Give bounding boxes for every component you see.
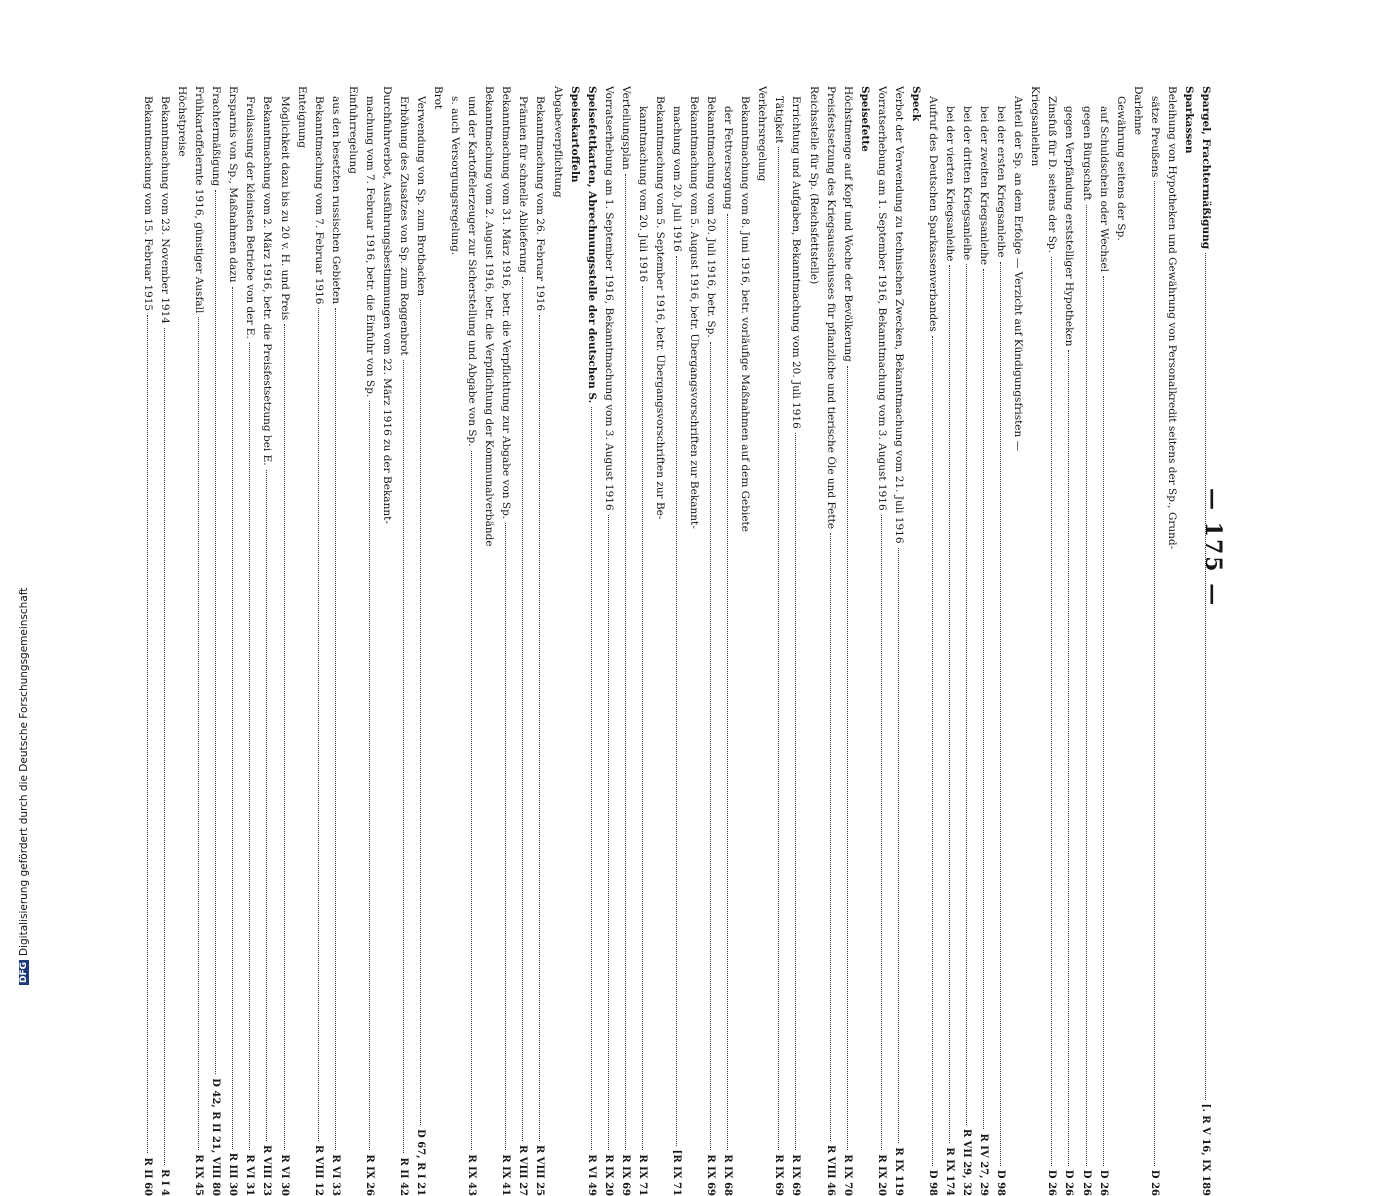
entry-text: Spargel, Frachtermäßigung xyxy=(1200,86,1212,250)
index-line xyxy=(721,86,734,1196)
entry-text: Höchstpreise xyxy=(176,86,189,157)
entry-text: Verbot der Verwendung zu technischen Zwecken, Bekanntmachung vom 21. Juli 1916 xyxy=(892,86,905,544)
entry-text: Brot xyxy=(432,86,445,110)
index-line xyxy=(654,86,666,1196)
index-line xyxy=(688,86,700,1196)
index-line xyxy=(585,86,598,1196)
dot-leader xyxy=(249,343,250,1151)
entry-text: sätze Preußens xyxy=(1148,86,1161,178)
index-line xyxy=(226,86,239,1196)
dot-leader xyxy=(898,548,899,1144)
entry-text: bei der zweiten Kriegsanleihe xyxy=(978,86,991,266)
index-line xyxy=(841,86,854,1196)
entry-text: Bekanntmachung vom 2. August 1916, betr. die Verpflichtung der Kommunalverbände xyxy=(483,86,496,547)
dot-leader xyxy=(539,315,540,1141)
entry-reference: R IX 70 xyxy=(841,1154,853,1196)
dot-leader xyxy=(335,308,336,1150)
dot-leader xyxy=(710,342,711,1151)
index-line xyxy=(994,86,1007,1196)
entry-text: Bekanntmachung vom 2. März 1916, betr. die Preisfestsetzung bei E. xyxy=(261,86,274,466)
entry-text: Speisefettkarten, Abrechnungsstelle der deutschen S. xyxy=(585,86,598,404)
entry-text: Ersparnis von Sp., Maßnahmen dazu xyxy=(227,86,240,283)
index-line xyxy=(296,86,308,1196)
entry-reference: R VI 31 xyxy=(244,1154,256,1196)
entry-reference: R IX 43 xyxy=(466,1154,478,1196)
entry-text: Einfuhrregelung xyxy=(346,86,359,174)
entry-text: Abgabeverpflichtung xyxy=(551,86,564,198)
index-line xyxy=(329,86,342,1196)
index-line xyxy=(1115,86,1127,1196)
entry-text: Vorratserhebung am 1. September 1916, Bekanntmachung vom 3. August 1916 xyxy=(602,86,615,511)
entry-reference: R IX 69 xyxy=(773,1154,785,1196)
entry-text: Verkehrsregelung xyxy=(756,86,769,182)
entry-reference: D 67, R I 21 xyxy=(415,1129,427,1196)
entry-text: Bekanntmachung vom 23. November 1914 xyxy=(159,86,172,324)
entry-text: Gewährung seitens der Sp. xyxy=(1114,86,1127,241)
dot-leader xyxy=(266,470,267,1141)
page-number: — 175 — xyxy=(1200,488,1226,608)
index-line xyxy=(926,86,939,1196)
index-line xyxy=(1199,86,1212,1196)
index-line xyxy=(552,86,564,1196)
index-line xyxy=(483,86,495,1196)
index-line xyxy=(875,86,888,1196)
dot-leader xyxy=(147,315,148,1153)
dot-leader xyxy=(625,174,626,1151)
dot-leader xyxy=(881,515,882,1151)
entry-text: gegen Bürgschaft xyxy=(1080,86,1093,201)
index-line xyxy=(859,86,871,1196)
index-line xyxy=(141,86,154,1196)
index-line xyxy=(260,86,273,1196)
entry-text: Frachtermäßigung xyxy=(210,86,223,187)
index-line xyxy=(381,86,393,1196)
index-line xyxy=(432,86,444,1196)
dot-leader xyxy=(215,190,216,1074)
entry-text: Verwendung von Sp. zum Brotbacken xyxy=(415,86,428,297)
index-line xyxy=(397,86,410,1196)
index-line xyxy=(499,86,512,1196)
entry-text: Möglichkeit dazu bis zu 20 v. H. und Preis xyxy=(278,86,291,321)
entry-text: Aufruf des Deutschen Sparkassenverbandes xyxy=(926,86,939,332)
index-line xyxy=(1132,86,1144,1196)
entry-reference: R VI 49 xyxy=(585,1154,597,1196)
entry-text: Beleihung von Hypotheken und Gewährung von Personalkredit seitens der Sp., Grund- xyxy=(1165,86,1178,550)
entry-text: Reichsstelle für Sp. (Reichsfettstelle) xyxy=(807,86,820,285)
entry-reference: R IX 68 xyxy=(722,1154,734,1196)
entry-text: Verteilungsplan xyxy=(619,86,632,170)
entry-text: bei der dritten Kriegsanleihe xyxy=(961,86,974,261)
entry-reference: R II 42 xyxy=(397,1157,409,1196)
entry-text: machung vom 20. Juli 1916 xyxy=(671,86,683,252)
dot-leader xyxy=(198,317,199,1150)
dot-leader xyxy=(232,287,233,1149)
entry-reference: [. R V 16, IX 189 xyxy=(1200,1103,1211,1196)
index-line xyxy=(789,86,802,1196)
entry-text: Bekanntmachung vom 20. Juli 1916, betr. Sp. xyxy=(705,86,718,338)
index-line xyxy=(943,86,956,1196)
entry-text: Freilassung der kleinsten Betriebe von der E. xyxy=(244,86,257,339)
index-line xyxy=(772,86,785,1196)
index-line xyxy=(1012,86,1024,1196)
entry-text: Enteignung xyxy=(295,86,308,148)
entry-reference: D 26 xyxy=(1148,1169,1160,1196)
entry-text: Darlehne xyxy=(1131,86,1144,136)
entry-reference: R VIII 12 xyxy=(312,1145,324,1196)
dot-leader xyxy=(1000,262,1001,1166)
entry-text: Kriegsanleihen xyxy=(1029,86,1042,167)
entry-reference: R III 30 xyxy=(227,1152,239,1196)
entry-text: Speck xyxy=(909,86,922,122)
entry-text: Speisekartoffeln xyxy=(568,86,581,183)
entry-reference: D 26 xyxy=(1080,1169,1092,1196)
index-line xyxy=(636,86,649,1196)
dot-leader xyxy=(830,533,831,1141)
entry-reference: R VIII 27 xyxy=(517,1145,529,1196)
index-line xyxy=(1080,86,1093,1196)
entry-text: s. auch Versorgungsregelung. xyxy=(449,86,462,256)
entry-text: Speisefette xyxy=(858,86,871,152)
entry-text: aus den besetzten russischen Gebieten xyxy=(329,86,342,304)
index-line xyxy=(739,86,751,1196)
entry-text: Bekanntmachung vom 31. März 1916, betr. die Verpflichtung zur Abgabe von Sp. xyxy=(500,86,513,520)
index-line xyxy=(824,86,837,1196)
entry-text: Bekanntmachung vom 5. September 1916, betr. Übergangsvorschriften zur Be- xyxy=(653,86,666,520)
dot-leader xyxy=(284,324,285,1150)
dot-leader xyxy=(1205,253,1206,1099)
entry-reference: D 98 xyxy=(995,1169,1007,1196)
entry-reference: D 42, R II 21, VIII 80 xyxy=(210,1078,222,1196)
index-line xyxy=(1029,86,1041,1196)
entry-text: der Fettversorgung xyxy=(722,86,735,210)
dot-leader xyxy=(1154,181,1155,1166)
index-line xyxy=(670,86,683,1196)
entry-reference: R IX 20 xyxy=(875,1154,887,1196)
index-line xyxy=(414,86,427,1196)
index-line xyxy=(516,86,529,1196)
entry-text: Tätigkeit xyxy=(773,86,786,144)
entry-text: auf Schuldschein oder Wechsel xyxy=(1097,86,1110,273)
index-line xyxy=(892,86,905,1196)
dot-leader xyxy=(932,336,933,1166)
dot-leader xyxy=(949,265,950,1143)
index-line xyxy=(363,86,376,1196)
index-line xyxy=(465,86,478,1196)
dot-leader xyxy=(471,451,472,1151)
entry-reference: R VIII 46 xyxy=(824,1145,836,1196)
entry-text: Errichtung und Aufgaben, Bekanntmachung vom 20. Juli 1916 xyxy=(790,86,803,429)
index-line xyxy=(756,86,768,1196)
dot-leader xyxy=(847,366,848,1150)
entry-reference: D 98 xyxy=(926,1169,938,1196)
entry-text: bei der vierten Kriegsanleihe xyxy=(944,86,957,262)
dot-leader xyxy=(983,269,984,1129)
index-line xyxy=(977,86,990,1196)
entry-text: Bekanntmachung vom 26. Februar 1916 xyxy=(534,86,547,312)
entry-text: Höchstmenge auf Kopf und Woche der Bevölkerung xyxy=(841,86,854,362)
entry-reference: D 26 xyxy=(1097,1169,1109,1196)
dot-leader xyxy=(1103,276,1104,1166)
dot-leader xyxy=(505,523,506,1150)
dot-leader xyxy=(642,286,643,1150)
entry-reference: R II 60 xyxy=(142,1157,153,1196)
dfg-logo: DFG xyxy=(19,961,29,983)
entry-text: Prämien für schnelle Ablieferung xyxy=(517,86,530,273)
entry-reference: R IX 174 xyxy=(944,1147,956,1196)
dot-leader xyxy=(318,308,319,1141)
index-line xyxy=(243,86,256,1196)
entry-text: Sparkassen xyxy=(1182,86,1195,154)
index-line xyxy=(347,86,359,1196)
entry-text: Bekanntmachung vom 8. Juni 1916, betr. vorläufige Maßnahmen auf dem Gebiete xyxy=(739,86,752,532)
footer-text: Digitalisierung gefördert durch die Deutsche Forschungsgemeinschaft xyxy=(18,587,30,956)
digitization-footer xyxy=(18,5,30,985)
index-line xyxy=(704,86,717,1196)
entry-reference: [R IX 71 xyxy=(671,1149,682,1196)
entry-reference: R VIII 25 xyxy=(534,1145,546,1196)
dot-leader xyxy=(403,360,404,1154)
dot-leader xyxy=(1086,205,1087,1166)
entry-text: Bekanntmachung vom 15. Februar 1915 xyxy=(142,86,154,312)
index-line xyxy=(1097,86,1110,1196)
entry-reference: R IX 20 xyxy=(602,1154,614,1196)
entry-text: bei der ersten Kriegsanleihe xyxy=(995,86,1008,258)
index-line xyxy=(910,86,922,1196)
entry-reference: D 26 xyxy=(1063,1169,1075,1196)
index-line xyxy=(1045,86,1058,1196)
entry-text: gegen Verpfändung erststelliger Hypotheken xyxy=(1063,86,1076,347)
index-line xyxy=(176,86,188,1196)
index-line xyxy=(569,86,581,1196)
entry-reference: R IX 26 xyxy=(363,1154,375,1196)
entry-text: Anteil der Sp. an dem Erfolge — Verzicht auf Kündigungsfristen — xyxy=(1012,86,1025,452)
dot-leader xyxy=(369,401,370,1150)
entry-text: Vorratserhebung am 1. September 1916, Bekanntmachung vom 3. August 1916 xyxy=(875,86,888,511)
index-line xyxy=(960,86,973,1196)
index-line xyxy=(1183,86,1195,1196)
entry-reference: R I 4 xyxy=(159,1169,171,1196)
dot-leader xyxy=(795,433,796,1151)
dot-leader xyxy=(1051,257,1052,1166)
index-line xyxy=(808,86,820,1196)
entry-text: Bekanntmachung vom 5. August 1916, betr. Übergangsvorschriften zur Bekannt- xyxy=(688,86,701,529)
entry-text: Bekanntmachung vom 7. Februar 1916 xyxy=(312,86,325,305)
entry-reference: R IX 69 xyxy=(705,1154,717,1196)
index-line xyxy=(1166,86,1178,1196)
dot-leader xyxy=(608,515,609,1151)
index-line xyxy=(209,86,222,1196)
entry-reference: R IX 69 xyxy=(619,1154,631,1196)
entry-reference: R VI 33 xyxy=(329,1154,341,1196)
entry-reference: D 26 xyxy=(1046,1169,1058,1196)
index-line xyxy=(158,86,171,1196)
dot-leader xyxy=(522,277,523,1141)
entry-reference: R IV 27, 29 xyxy=(978,1133,990,1196)
dot-leader xyxy=(420,300,421,1125)
entry-text: und der Kartoffelerzeuger zur Sicherstellung und Abgabe von Sp. xyxy=(466,86,479,447)
index-line xyxy=(278,86,291,1196)
index-line xyxy=(192,86,205,1196)
index-line xyxy=(619,86,632,1196)
entry-reference: R VI 30 xyxy=(278,1154,290,1196)
entry-reference: R VII 29, 32 xyxy=(961,1128,973,1196)
entry-text: Preisfestsetzung des Kriegsausschusses für pflanzliche und tierische Öle und Fette xyxy=(824,86,837,530)
entry-text: Frühkartoffelernte 1916, günstiger Ausfall xyxy=(193,86,206,314)
entry-text: Erhöhung des Zusatzes von Sp. zum Roggenbrot xyxy=(397,86,410,356)
entry-text: kanntmachung vom 20. Juli 1916 xyxy=(636,86,649,283)
entry-reference: R IX 45 xyxy=(193,1154,205,1196)
dot-leader xyxy=(966,264,967,1125)
dot-leader xyxy=(1068,350,1069,1165)
index-line xyxy=(312,86,325,1196)
entry-reference: R IX 69 xyxy=(790,1154,802,1196)
dot-leader xyxy=(164,328,165,1165)
dot-leader xyxy=(676,256,677,1146)
dot-leader xyxy=(591,407,592,1150)
index-line xyxy=(533,86,546,1196)
entry-reference: R IX 119 xyxy=(892,1147,904,1196)
index-line xyxy=(1148,86,1161,1196)
index-line xyxy=(602,86,615,1196)
entry-reference: R IX 41 xyxy=(500,1154,512,1196)
entry-reference: R IX 71 xyxy=(636,1154,648,1196)
entry-text: machung vom 7. Februar 1916, betr. die Einfuhr von Sp. xyxy=(363,86,376,398)
index-line xyxy=(449,86,461,1196)
dot-leader xyxy=(727,214,728,1151)
index-line xyxy=(1062,86,1075,1196)
entry-reference: R VIII 23 xyxy=(261,1145,273,1196)
entry-text: Zinsfuß für D. seitens der Sp. xyxy=(1046,86,1059,253)
entry-text: Durchfuhrverbot, Ausführungsbestimmungen vom 22. März 1916 zu der Bekannt- xyxy=(380,86,393,524)
